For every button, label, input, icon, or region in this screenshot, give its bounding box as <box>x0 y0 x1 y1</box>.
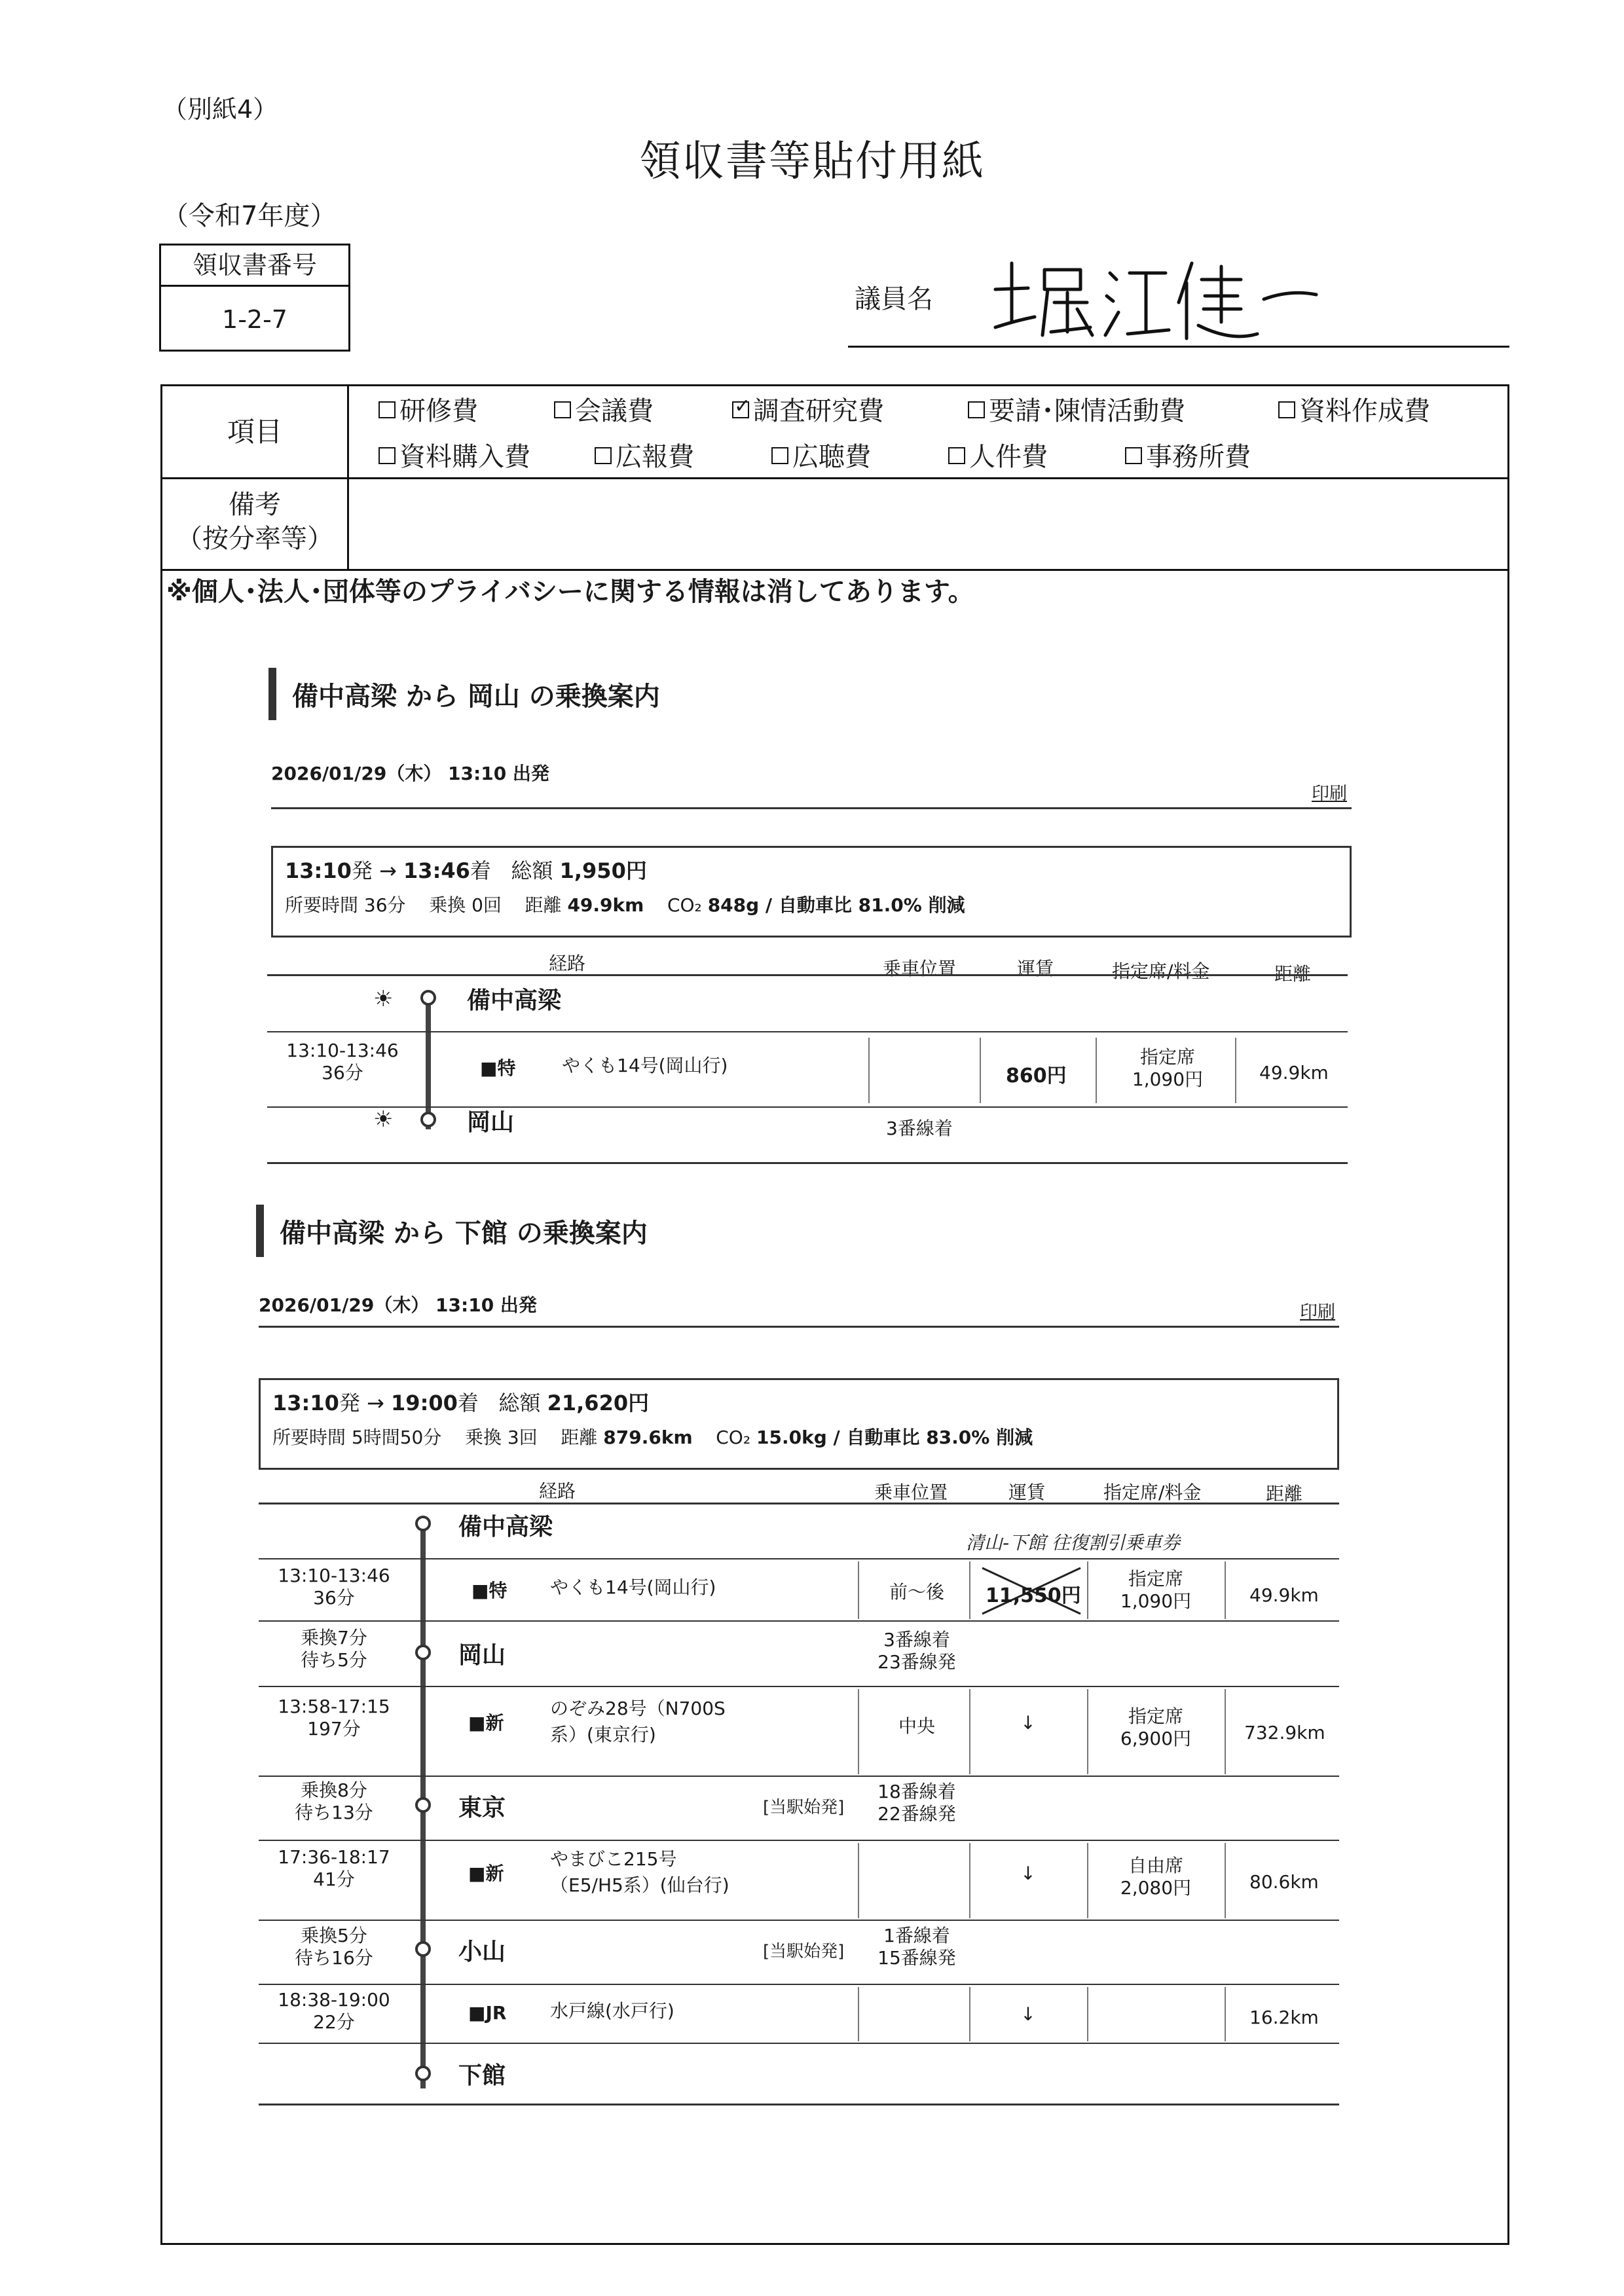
station-node-icon <box>415 2066 431 2081</box>
leg-distance: 16.2km <box>1249 2007 1319 2028</box>
remarks-label-line2: （按分率等） <box>176 524 333 554</box>
wait-time: 待ち16分 <box>295 1947 373 1969</box>
category-kenshu[interactable] <box>378 390 478 428</box>
fare-continued-icon: ↓ <box>1020 1863 1036 1884</box>
col-line <box>1087 1689 1088 1774</box>
category-kaigi[interactable] <box>554 390 654 428</box>
row-line <box>267 1106 1348 1108</box>
co2-value: 15.0kg / 自動車比 83.0% 削減 <box>756 1427 1033 1448</box>
row-line <box>259 2043 1339 2044</box>
station-node-icon <box>415 1797 431 1813</box>
category-label: 会議費 <box>575 396 654 426</box>
checkbox-icon[interactable] <box>554 401 571 418</box>
seat-fee: 6,900円 <box>1120 1728 1192 1749</box>
col-line <box>969 1987 970 2041</box>
transfer-time: 乗換7分 <box>301 1627 367 1649</box>
route2-summary <box>259 1378 1339 1470</box>
leg-time-range: 13:58-17:15 <box>278 1696 390 1717</box>
checkbox-icon[interactable] <box>948 447 965 464</box>
route2-title <box>256 1205 648 1257</box>
category-kocho[interactable] <box>771 436 871 473</box>
duration-label: 所要時間 <box>285 894 359 916</box>
handwritten-note: 清山-下館 往復割引乗車券 <box>966 1532 1181 1554</box>
station-node-icon <box>415 1516 431 1531</box>
route1-summary-line2 <box>285 891 1338 917</box>
route1-header-line <box>267 974 1348 976</box>
platform-arrival: 3番線着 <box>883 1629 950 1650</box>
col-position: 乗車位置 <box>883 958 957 979</box>
leg-time-range: 17:36-18:17 <box>278 1846 390 1868</box>
row-line <box>259 1840 1339 1841</box>
row-line <box>259 1558 1339 1559</box>
leg-fare: 11,550円 <box>986 1584 1081 1607</box>
leg-time <box>265 1565 403 1609</box>
col-line <box>1087 1843 1088 1918</box>
route1-summary-line1 <box>285 854 1338 884</box>
route1-print-link[interactable]: 印刷 <box>1312 784 1347 804</box>
checkbox-icon[interactable] <box>771 447 788 464</box>
category-label: 広聴費 <box>792 442 871 472</box>
row-line <box>259 1776 1339 1777</box>
checkbox-icon[interactable] <box>595 447 612 464</box>
total-fare: 21,620円 <box>547 1391 650 1415</box>
row-line <box>259 1920 1339 1921</box>
category-label: 資料購入費 <box>399 442 530 472</box>
seat-fee: 1,090円 <box>1132 1068 1204 1090</box>
receipt-number-box <box>159 244 350 352</box>
leg-duration: 41分 <box>313 1868 355 1890</box>
station-node-icon <box>415 1645 431 1660</box>
member-signature <box>982 244 1323 348</box>
route1-departure: 2026/01/29（木） 13:10 出発 <box>271 763 549 784</box>
transfers: 3回 <box>507 1427 538 1448</box>
remarks-label <box>162 488 347 556</box>
leg-duration: 22分 <box>313 2011 355 2033</box>
col-line <box>969 1561 970 1619</box>
col-position: 乗車位置 <box>874 1482 948 1503</box>
leg-time-range: 13:10-13:46 <box>286 1040 399 1061</box>
leg-seat <box>1094 1705 1218 1750</box>
shinkansen-icon: ■新 <box>468 1863 504 1884</box>
leg-time <box>265 1846 403 1891</box>
route2-summary-line1 <box>272 1387 1325 1417</box>
duration-label: 所要時間 <box>272 1427 346 1448</box>
leg-time <box>274 1040 411 1084</box>
train-name: やくも14号(岡山行) <box>562 1055 728 1076</box>
distance-label: 距離 <box>561 1427 598 1448</box>
member-name-label: 議員名 <box>855 284 933 314</box>
sun-icon: ☀ <box>373 986 394 1012</box>
route2-bottom-line <box>259 2104 1339 2105</box>
col-line <box>1096 1038 1097 1103</box>
wait-time: 待ち5分 <box>301 1649 367 1671</box>
leg-distance: 732.9km <box>1244 1722 1325 1743</box>
col-line <box>1225 1987 1226 2041</box>
platform-departure: 15番線発 <box>877 1947 956 1969</box>
train-name <box>550 1846 729 1899</box>
col-line <box>858 1689 859 1774</box>
boarding-position: 中央 <box>898 1715 935 1737</box>
col-distance: 距離 <box>1274 963 1312 985</box>
privacy-note: ※個人･法人･団体等のプライバシーに関する情報は消してあります。 <box>166 577 974 607</box>
boarding-position: 前～後 <box>889 1581 944 1603</box>
co2-value: 848g / 自動車比 81.0% 削減 <box>707 894 965 916</box>
train-name-line2: （E5/H5系）(仙台行) <box>550 1874 729 1896</box>
seat-type: 指定席 <box>1128 1705 1183 1727</box>
arr-suffix: 着 <box>470 858 491 883</box>
duration: 36分 <box>363 894 406 916</box>
seat-type: 指定席 <box>1139 1046 1195 1068</box>
checkbox-icon[interactable] <box>1278 401 1295 418</box>
route1-bottom-line <box>267 1162 1348 1164</box>
category-label: 要請･陳情活動費 <box>989 396 1185 426</box>
leg-seat <box>1094 1855 1218 1899</box>
station-name: 岡山 <box>458 1642 506 1669</box>
seat-type: 指定席 <box>1128 1568 1183 1590</box>
jr-train-icon: ■JR <box>468 2002 507 2024</box>
platforms <box>861 1925 972 1969</box>
total-fare: 1,950円 <box>559 858 647 883</box>
annex-label: （別紙4） <box>162 95 278 124</box>
route1-summary <box>271 846 1352 938</box>
section-bar <box>256 1205 264 1257</box>
row-line <box>259 1686 1339 1687</box>
item-label: 項目 <box>227 416 282 448</box>
leg-distance: 80.6km <box>1249 1871 1319 1893</box>
leg-time <box>265 1696 403 1740</box>
co2-label: CO₂ <box>716 1427 751 1448</box>
station-name: 備中高梁 <box>467 987 562 1014</box>
station-node-icon <box>420 1112 436 1127</box>
origin-tag: [当駅始発] <box>763 1942 845 1961</box>
receipt-number-label: 領収書番号 <box>161 246 348 287</box>
receipt-number-value: 1-2-7 <box>222 305 287 334</box>
category-label: 広報費 <box>616 442 694 472</box>
checkbox-icon[interactable] <box>378 401 396 418</box>
seat-fee: 2,080円 <box>1120 1877 1192 1899</box>
col-line <box>858 1561 859 1619</box>
train-name: やくも14号(岡山行) <box>550 1576 716 1598</box>
route2-header-line <box>259 1503 1339 1504</box>
fare-crossed <box>979 1565 1084 1617</box>
arr-suffix: 着 <box>457 1391 479 1415</box>
checkbox-icon[interactable] <box>1125 447 1142 464</box>
transfer-time: 乗換8分 <box>301 1779 367 1801</box>
category-label: 資料作成費 <box>1299 396 1430 426</box>
arr-time: 13:46 <box>403 858 470 883</box>
shinkansen-icon: ■新 <box>468 1712 504 1734</box>
route2-divider <box>259 1326 1339 1328</box>
fare-continued-icon: ↓ <box>1020 2003 1036 2025</box>
remarks-label-line1: 備考 <box>229 490 281 520</box>
station-node-icon <box>420 990 436 1006</box>
col-line <box>868 1038 870 1103</box>
station-node-icon <box>415 1941 431 1957</box>
station-name: 小山 <box>458 1939 506 1965</box>
arrow-icon: → <box>379 858 397 883</box>
distance-label: 距離 <box>525 894 562 916</box>
leg-time-range: 13:10-13:46 <box>278 1565 390 1586</box>
leg-time <box>265 1989 403 2033</box>
platform-departure: 22番線発 <box>877 1803 956 1825</box>
leg-duration: 36分 <box>313 1587 355 1609</box>
category-label: 事務所費 <box>1146 442 1251 472</box>
total-label: 総額 <box>511 858 553 883</box>
category-yosei-chinjo[interactable] <box>968 390 1185 428</box>
transfer-wait <box>265 1779 403 1824</box>
category-shiryo-sakusei[interactable] <box>1278 390 1430 428</box>
label-column-divider <box>347 384 349 571</box>
col-line <box>1087 1987 1088 2041</box>
checkbox-icon[interactable] <box>378 447 396 464</box>
platform-departure: 23番線発 <box>877 1651 956 1673</box>
section-bar <box>268 668 276 720</box>
co2-label: CO₂ <box>667 894 702 916</box>
col-route: 経路 <box>539 1480 576 1502</box>
platform-arrival: 3番線着 <box>886 1118 953 1139</box>
fiscal-year: （令和7年度） <box>162 201 337 231</box>
leg-fare: 860円 <box>1006 1065 1067 1087</box>
seat-fee: 1,090円 <box>1120 1590 1192 1612</box>
leg-duration: 197分 <box>307 1718 361 1740</box>
dep-time: 13:10 <box>285 858 352 883</box>
route2-summary-line2 <box>272 1423 1325 1449</box>
total-label: 総額 <box>498 1391 541 1415</box>
col-line <box>1225 1843 1226 1918</box>
dep-time: 13:10 <box>272 1391 339 1415</box>
limited-express-icon: ■特 <box>471 1580 507 1601</box>
arr-time: 19:00 <box>391 1391 458 1415</box>
col-fare: 運賃 <box>1017 958 1054 979</box>
station-name: 岡山 <box>467 1109 515 1136</box>
station-name: 東京 <box>458 1795 506 1821</box>
route1-title <box>268 668 660 720</box>
transfers: 0回 <box>471 894 502 916</box>
category-jinken[interactable] <box>948 436 1048 473</box>
dep-suffix: 発 <box>351 858 373 883</box>
train-name-line2: 系）(東京行) <box>550 1724 656 1745</box>
checkbox-icon[interactable] <box>968 401 985 418</box>
route-rail <box>426 1005 431 1129</box>
dep-suffix: 発 <box>339 1391 360 1415</box>
col-line <box>1225 1561 1226 1619</box>
category-chosa-kenkyu[interactable] <box>732 390 884 428</box>
category-label: 調査研究費 <box>753 396 884 426</box>
category-label: 研修費 <box>399 396 478 426</box>
leg-seat <box>1105 1046 1230 1091</box>
category-jimusho[interactable] <box>1125 436 1251 473</box>
route2-panel <box>252 1192 1437 2121</box>
seat-type: 自由席 <box>1128 1855 1183 1876</box>
distance: 49.9km <box>567 894 644 916</box>
platform-arrival: 18番線着 <box>877 1781 956 1802</box>
platforms <box>861 1781 972 1825</box>
limited-express-icon: ■特 <box>480 1057 516 1079</box>
sun-icon: ☀ <box>373 1106 394 1133</box>
member-name-underline <box>848 346 1509 348</box>
train-name <box>550 1696 726 1748</box>
route1-divider <box>271 807 1352 809</box>
col-line <box>980 1038 981 1103</box>
leg-duration: 36分 <box>322 1062 363 1084</box>
leg-seat <box>1094 1568 1218 1613</box>
wait-time: 待ち13分 <box>295 1802 373 1823</box>
transfer-time: 乗換5分 <box>301 1925 367 1946</box>
station-name: 備中高梁 <box>458 1514 553 1540</box>
row-line <box>259 1984 1339 1985</box>
distance: 879.6km <box>603 1427 693 1448</box>
col-route: 経路 <box>549 953 586 974</box>
duration: 5時間50分 <box>351 1427 442 1448</box>
train-name-line1: のぞみ28号（N700S <box>550 1698 726 1719</box>
platforms <box>861 1629 972 1673</box>
remarks-row <box>160 479 1509 571</box>
page-title: 領収書等貼付用紙 <box>639 137 985 186</box>
leg-time-range: 18:38-19:00 <box>278 1989 390 2011</box>
arrow-icon: → <box>367 1391 384 1415</box>
row-line <box>267 1031 1348 1032</box>
category-shiryo-konyu[interactable] <box>378 436 530 473</box>
col-line <box>969 1689 970 1774</box>
platform-arrival: 1番線着 <box>883 1925 950 1946</box>
route1-title-text: 備中高梁 から 岡山 の乗換案内 <box>292 681 660 712</box>
col-line <box>858 1987 859 2041</box>
col-distance: 距離 <box>1266 1483 1303 1504</box>
transfer-label: 乗換 <box>464 1427 502 1448</box>
category-koho[interactable] <box>595 436 694 473</box>
fare-continued-icon: ↓ <box>1020 1712 1036 1734</box>
col-line <box>969 1843 970 1918</box>
route2-departure: 2026/01/29（木） 13:10 出発 <box>259 1294 537 1316</box>
col-line <box>1225 1689 1226 1774</box>
col-seat: 指定席/料金 <box>1112 960 1210 982</box>
transfer-label: 乗換 <box>429 894 466 916</box>
col-seat: 指定席/料金 <box>1103 1482 1202 1503</box>
checkbox-checked-icon[interactable] <box>732 401 749 418</box>
col-line <box>858 1843 859 1918</box>
row-line <box>259 1620 1339 1622</box>
leg-distance: 49.9km <box>1259 1062 1329 1084</box>
category-label: 人件費 <box>969 442 1048 472</box>
transfer-wait <box>265 1627 403 1671</box>
leg-distance: 49.9km <box>1249 1584 1319 1606</box>
col-line <box>1087 1561 1088 1619</box>
train-name-line1: やまびこ215号 <box>550 1848 677 1870</box>
transfer-wait <box>265 1925 403 1969</box>
route1-panel <box>261 661 1439 1178</box>
origin-tag: [当駅始発] <box>763 1798 845 1817</box>
col-line <box>1235 1038 1236 1103</box>
train-name: 水戸線(水戸行) <box>550 2000 674 2022</box>
route2-print-link[interactable]: 印刷 <box>1300 1302 1335 1322</box>
station-name: 下館 <box>458 2062 506 2089</box>
route2-title-text: 備中高梁 から 下館 の乗換案内 <box>280 1218 648 1248</box>
col-fare: 運賃 <box>1008 1482 1046 1503</box>
